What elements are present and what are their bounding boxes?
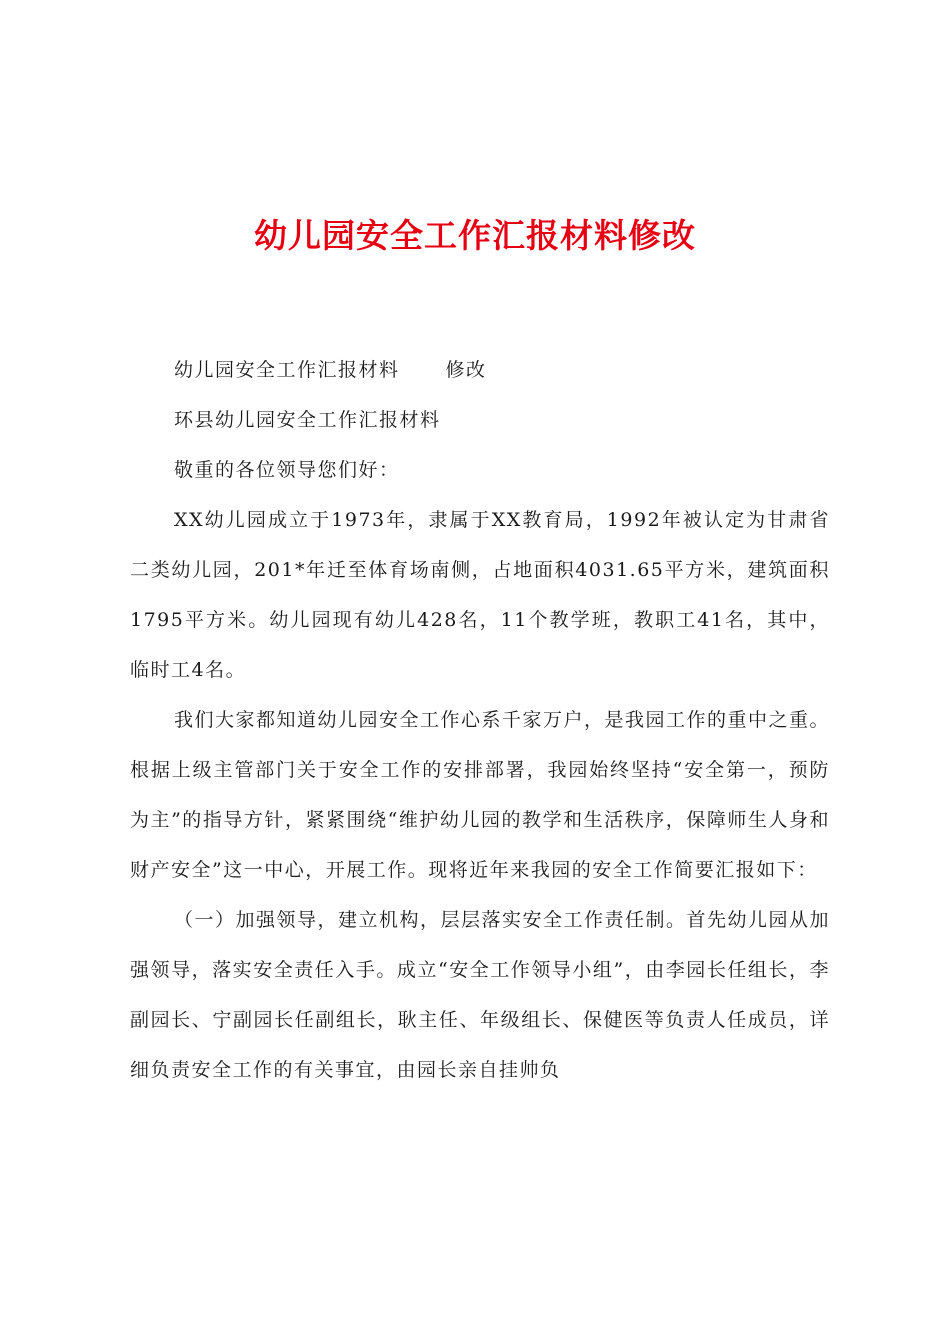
subtitle-right: 修改 bbox=[445, 359, 487, 381]
subtitle-left: 幼儿园安全工作汇报材料 bbox=[174, 359, 400, 381]
subtitle-line bbox=[130, 345, 830, 395]
paragraph-overview: XX幼儿园成立于1973年，隶属于XX教育局，1992年被认定为甘肃省二类幼儿园，201*年迁至体育场南侧，占地面积4031.65平方米，建筑面积1795平方米。幼儿园现有幼儿428名，11个教学班，教职工41名，其中，临时工4名。 bbox=[130, 509, 830, 681]
greeting: 敬重的各位领导您们好： bbox=[174, 459, 400, 481]
document-body bbox=[130, 345, 830, 1095]
report-heading: 环县幼儿园安全工作汇报材料 bbox=[174, 409, 441, 431]
paragraph-intro: 我们大家都知道幼儿园安全工作心系千家万户，是我园工作的重中之重。根据上级主管部门关于安全工作的安排部署，我园始终坚持“安全第一，预防为主”的指导方针，紧紧围绕“维护幼儿园的教学和生活秩序，保障师生人身和财产安全”这一中心，开展工作。现将近年来我园的安全工作简要汇报如下： bbox=[130, 709, 831, 881]
paragraph-section-1: （一）加强领导，建立机构，层层落实安全工作责任制。首先幼儿园从加强领导，落实安全责任入手。成立“安全工作领导小组”，由李园长任组长，李副园长、宁副园长任副组长，耿主任、年级组长、保健医等负责人任成员，详细负责安全工作的有关事宜，由园长亲自挂帅负 bbox=[130, 909, 831, 1081]
document-title: 幼儿园安全工作汇报材料修改 bbox=[254, 216, 696, 255]
